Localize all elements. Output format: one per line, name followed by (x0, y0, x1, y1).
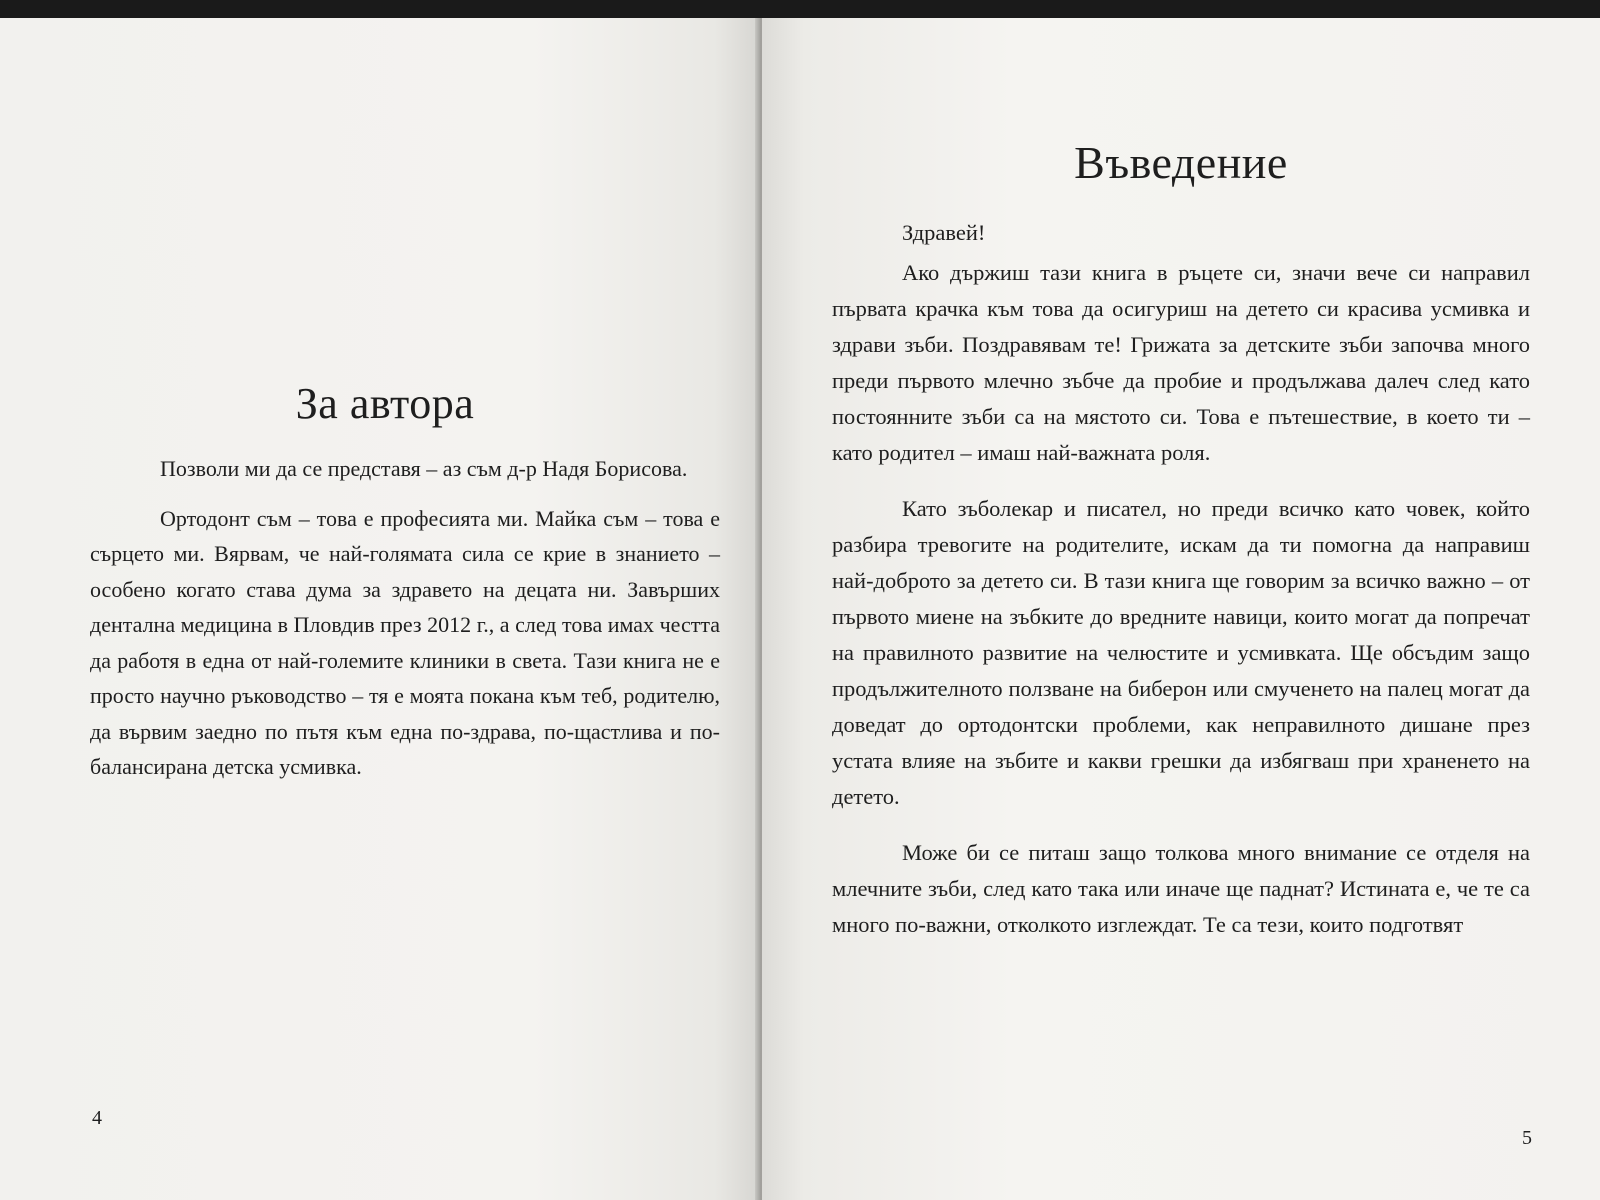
chapter-title-introduction: Въведение (1074, 137, 1288, 188)
right-page (762, 18, 1600, 1200)
chapter-title-about-author: За автора (295, 379, 475, 428)
greeting: Здравей! (902, 220, 986, 245)
paragraph-1: Ако държиш тази книга в ръцете си, значи вече си направил първата крачка към това да осигуриш на детето си красива усмивка и здрави зъби. Поздравявам те! Грижата за детските зъби започва много преди първото млечно зъбче да пробие и продължава далеч след като постоянните зъби са на мястото си. Това е пътешествие, в което ти – като родител – имаш най-важната роля. (832, 260, 1530, 465)
page-number-right: 5 (1522, 1127, 1532, 1149)
paragraph-2: Като зъболекар и писател, но преди всичко като човек, който разбира тревогите на родителите, искам да ти помогна да направиш най-доброто за детето си. В тази книга ще говорим за всичко важно – от първото миене на зъбките до вредните навици, които могат да попречат на правилното развитие на челюстите и усмивката. Ще обсъдим защо продължителното ползване на биберон или смученето на палец могат да доведат до ортодонтски проблеми, как неправилното дишане през устата влияе на зъбите и какви грешки да избягваш при храненето на детето. (832, 496, 1530, 809)
paragraph-intro: Позволи ми да се представя – аз съм д-р Надя Борисова. (160, 456, 688, 481)
paragraph-bio: Ортодонт съм – това е професията ми. Майка съм – това е сърцето ми. Вярвам, че най-голямата сила се крие в знанието – особено когато става дума за здравето на децата ни. Завърших дентална медицина в Пловдив през 2012 г., а след това имах честта да работя в една от най-големите клиники в света. Тази книга не е просто научно ръководство – тя е моята покана към теб, родителю, да вървим заедно по пътя към една по-здрава, по-щастлива и по-балансирана детска усмивка. (90, 505, 720, 779)
page-number-left: 4 (92, 1107, 102, 1129)
paragraph-3: Може би се питаш защо толкова много внимание се отделя на млечните зъби, след като така или иначе ще паднат? Истината е, че те са много по-важни, отколкото изглеждат. Те са тези, които подготвят (832, 840, 1530, 937)
left-page (0, 18, 760, 1200)
